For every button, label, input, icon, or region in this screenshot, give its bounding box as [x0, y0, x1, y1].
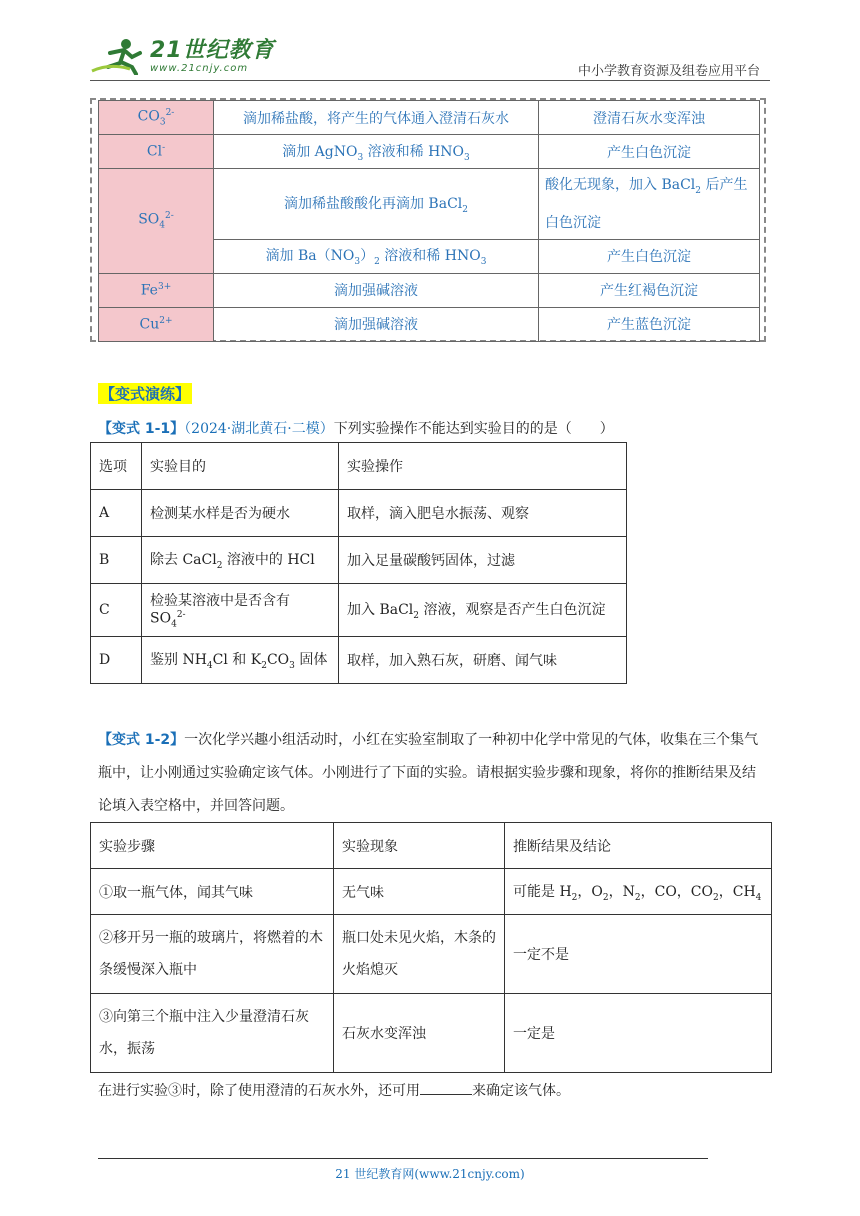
purpose-cell: 除去 CaCl$_2$ 溶液中的 HCl	[142, 537, 339, 584]
conclusion-cell: 一定不是	[505, 915, 772, 994]
method-cell: 滴加 $Ba(NO_3)_2$ 溶液和稀 $HNO_3$	[214, 239, 539, 273]
column-header: 推断结果及结论	[505, 823, 772, 869]
option-cell: B	[91, 537, 142, 584]
conclusion-cell: 可能是 $H_2$，$O_2$，$N_2$，CO，$CO_2$，$CH_4$	[505, 869, 772, 915]
purpose-cell: 检测某水样是否为硬水	[142, 490, 339, 537]
ion-cell: $Fe^{3+}$	[99, 273, 214, 307]
purpose-cell: 检验某溶液中是否含有 $SO_4^{2-}$	[142, 584, 339, 637]
method-cell: 滴加 AgNO$_3$ 溶液和稀 $HNO_3$	[214, 135, 539, 169]
column-header: 实验现象	[334, 823, 505, 869]
option-cell: A	[91, 490, 142, 537]
phenomenon-cell: 瓶口处未见火焰，木条的火焰熄灭	[334, 915, 505, 994]
column-header: 实验操作	[339, 443, 627, 490]
method-cell: 滴加强碱溶液	[214, 273, 539, 307]
method-cell: 滴加稀盐酸，将产生的气体通入澄清石灰水	[214, 101, 539, 135]
table-row	[91, 869, 772, 915]
phenomenon-cell: 无气味	[334, 869, 505, 915]
question-tag: 【变式 1-2】	[98, 732, 185, 748]
table-row	[99, 273, 760, 307]
operation-cell: 加入 BaCl$_2$ 溶液，观察是否产生白色沉淀	[339, 584, 627, 637]
question-2-stem	[98, 724, 768, 823]
header-divider	[90, 80, 770, 81]
table-row	[99, 307, 760, 341]
question-text: 下列实验操作不能达到实验目的的是（ ）	[333, 421, 614, 437]
table-header-row	[91, 443, 627, 490]
logo-title: 21世纪教育	[150, 37, 275, 63]
result-cell: 产生蓝色沉淀	[539, 307, 760, 341]
ion-cell: $CO_3^{2-}$	[99, 101, 214, 135]
result-cell: 澄清石灰水变浑浊	[539, 101, 760, 135]
ion-cell: Cl-	[99, 135, 214, 169]
table-row	[99, 135, 760, 169]
step-cell: ②移开另一瓶的玻璃片，将燃着的木条缓慢深入瓶中	[91, 915, 334, 994]
method-cell: 滴加稀盐酸酸化再滴加 BaCl$_2$	[214, 169, 539, 240]
note-text-before: 在进行实验③时，除了使用澄清的石灰水外，还可用	[98, 1083, 420, 1099]
note-text-after: 来确定该气体。	[472, 1083, 570, 1099]
table-header-row	[91, 823, 772, 869]
question-text: 一次化学兴趣小组活动时，小红在实验室制取了一种初中化学中常见的气体，收集在三个集气瓶中，让小刚通过实验确定该气体。小刚进行了下面的实验。请根据实验步骤和现象，将你的推断结果及结论填入表空格中，并回答问题。	[98, 732, 759, 814]
purpose-cell: 鉴别 $NH_4Cl$ 和 $K_2CO_3$ 固体	[142, 637, 339, 684]
column-header: 实验步骤	[91, 823, 334, 869]
ion-cell: $SO_4^{2-}$	[99, 169, 214, 274]
operation-cell: 取样，加入熟石灰，研磨、闻气味	[339, 637, 627, 684]
result-cell: 产生白色沉淀	[539, 135, 760, 169]
question-1-stem	[98, 418, 614, 438]
question-source: （2024·湖北黄石·二模）	[184, 421, 334, 437]
runner-logo-icon	[90, 37, 150, 75]
option-cell: D	[91, 637, 142, 684]
table-row	[99, 101, 760, 135]
fill-in-note	[98, 1080, 570, 1100]
step-cell: ①取一瓶气体，闻其气味	[91, 869, 334, 915]
table-row	[91, 537, 627, 584]
question-1-table	[90, 442, 627, 684]
option-cell: C	[91, 584, 142, 637]
operation-cell: 取样，滴入肥皂水振荡、观察	[339, 490, 627, 537]
table-row	[99, 169, 760, 240]
column-header: 选项	[91, 443, 142, 490]
page-footer[interactable]: 21 世纪教育网(www.21cnjy.com)	[335, 1167, 525, 1181]
page-header	[90, 30, 770, 80]
result-cell: 酸化无现象，加入 BaCl$_2$ 后产生白色沉淀	[539, 169, 760, 240]
table-row	[91, 584, 627, 637]
step-cell: ③向第三个瓶中注入少量澄清石灰水，振荡	[91, 994, 334, 1073]
answer-blank[interactable]	[420, 1080, 472, 1095]
method-cell: 滴加强碱溶液	[214, 307, 539, 341]
question-2-table	[90, 822, 772, 1073]
result-cell: 产生红褐色沉淀	[539, 273, 760, 307]
column-header: 实验目的	[142, 443, 339, 490]
question-tag: 【变式 1-1】	[98, 421, 185, 437]
section-title: 【变式演练】	[100, 385, 191, 403]
ion-detection-table	[98, 100, 760, 342]
phenomenon-cell: 石灰水变浑浊	[334, 994, 505, 1073]
logo-url: www.21cnjy.com	[150, 62, 249, 74]
conclusion-cell: 一定是	[505, 994, 772, 1073]
table-row	[91, 994, 772, 1073]
result-cell: 产生白色沉淀	[539, 239, 760, 273]
site-logo[interactable]	[90, 36, 275, 76]
ion-cell: $Cu^{2+}$	[99, 307, 214, 341]
footer-divider	[98, 1158, 708, 1159]
table-row	[91, 915, 772, 994]
table-row	[91, 490, 627, 537]
platform-name: 中小学教育资源及组卷应用平台	[577, 64, 760, 79]
table-row	[91, 637, 627, 684]
operation-cell: 加入足量碳酸钙固体，过滤	[339, 537, 627, 584]
